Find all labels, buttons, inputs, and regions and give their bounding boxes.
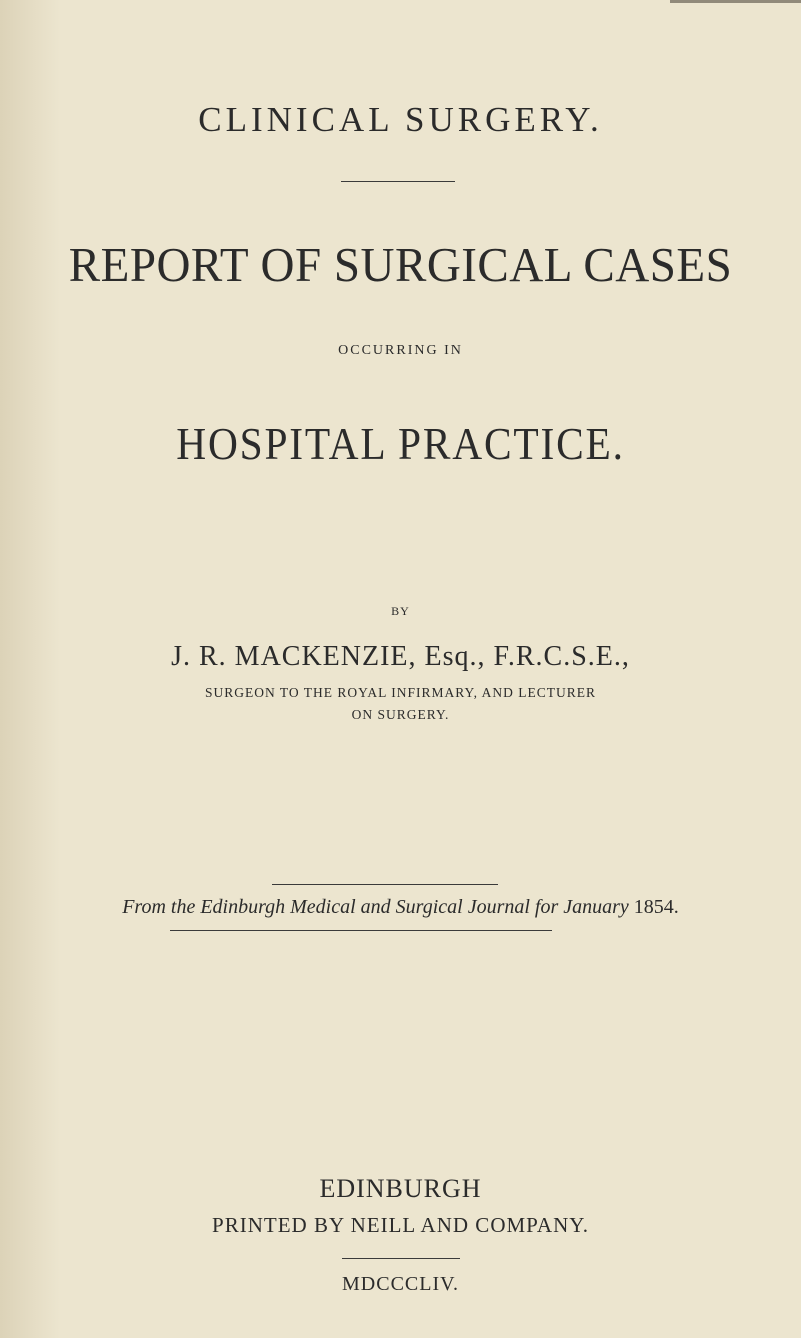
main-title: REPORT OF SURGICAL CASES bbox=[68, 237, 733, 292]
author-credentials-line-1: SURGEON TO THE ROYAL INFIRMARY, AND LECTURER bbox=[205, 685, 596, 700]
divider-rule-1 bbox=[341, 181, 455, 182]
subject-title: HOSPITAL PRACTICE. bbox=[176, 418, 625, 469]
author-credentials-line-2: ON SURGERY. bbox=[351, 707, 450, 722]
printer-line: PRINTED BY NEILL AND COMPANY. bbox=[212, 1213, 589, 1237]
publication-city: EDINBURGH bbox=[319, 1174, 482, 1203]
divider-rule-4 bbox=[342, 1258, 460, 1259]
occurring-in-text: OCCURRING IN bbox=[338, 343, 463, 358]
source-year: 1854. bbox=[633, 896, 679, 918]
source-journal bbox=[0, 896, 801, 919]
series-title: CLINICAL SURGERY. bbox=[198, 100, 603, 139]
publication-date: MDCCCLIV. bbox=[342, 1273, 459, 1295]
divider-rule-2 bbox=[272, 884, 498, 885]
author-name: J. R. MACKENZIE, Esq., F.R.C.S.E., bbox=[171, 641, 630, 672]
top-edge-mark bbox=[670, 0, 801, 3]
by-text: BY bbox=[391, 604, 410, 618]
source-journal-text: From the Edinburgh Medical and Surgical Journal for January bbox=[122, 896, 629, 918]
divider-rule-3 bbox=[170, 930, 552, 931]
